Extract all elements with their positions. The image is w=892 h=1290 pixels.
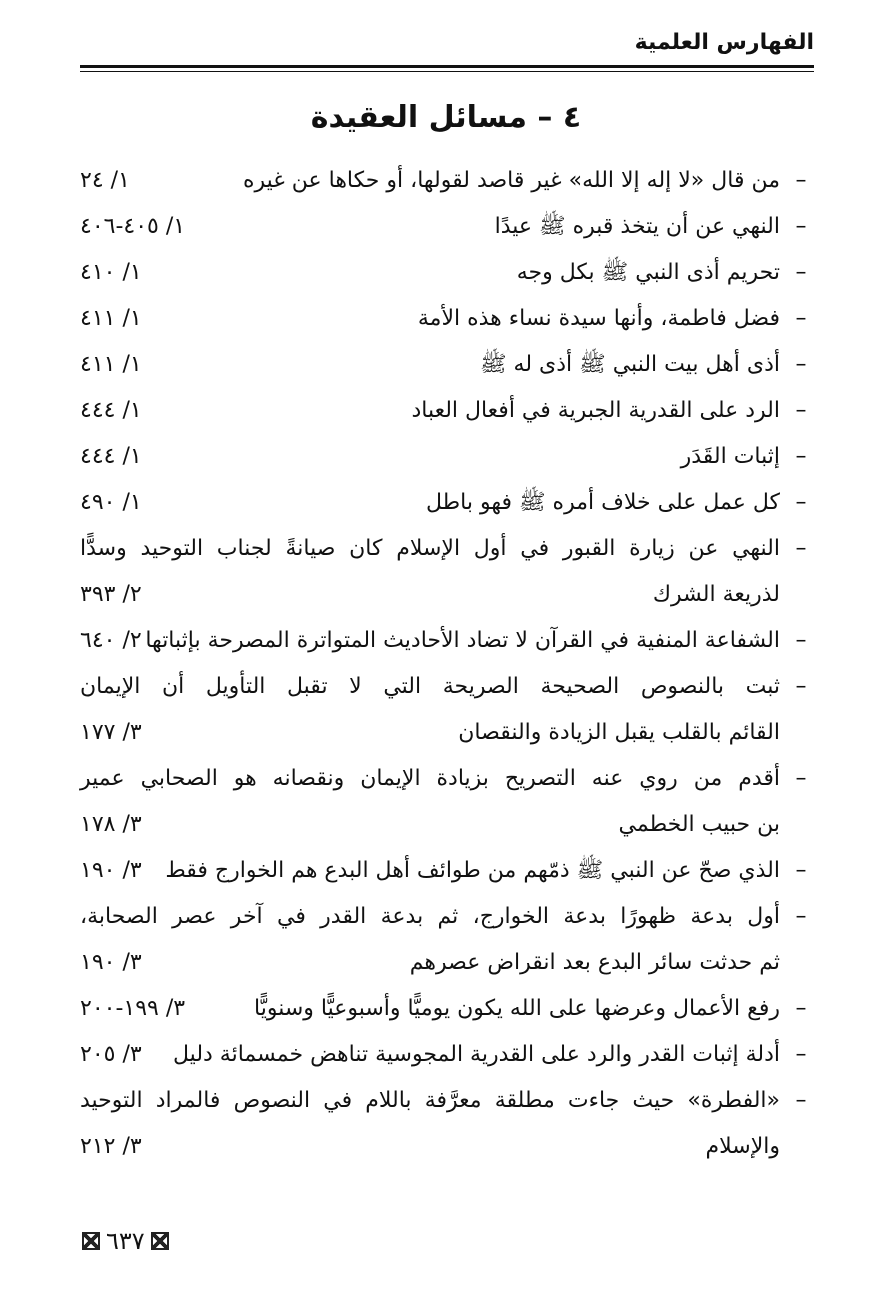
entry-text-line xyxy=(80,204,814,250)
entry-dash: – xyxy=(795,628,807,653)
entry-page-reference: ٣/ ٢٠٥ xyxy=(80,1042,142,1067)
entry-text: فضل فاطمة، وأنها سيدة نساء هذه الأمة xyxy=(417,306,780,331)
entry-dash: – xyxy=(795,904,807,929)
index-entry xyxy=(80,296,814,342)
entry-page-reference: ٢/ ٦٤٠ xyxy=(80,628,142,653)
entry-dash: – xyxy=(795,996,807,1021)
page-number xyxy=(82,1224,169,1258)
entry-dash: – xyxy=(795,536,807,561)
entry-text-line xyxy=(80,388,814,434)
entry-text-line xyxy=(80,526,814,572)
index-entry xyxy=(80,158,814,204)
entry-page-reference: ١/ ٤٤٤ xyxy=(80,444,142,469)
entry-page-reference: ٣/ ١٧٨ xyxy=(80,812,142,837)
entry-page-reference: ١/ ٤٠٥-٤٠٦ xyxy=(80,214,186,239)
entry-dash: – xyxy=(795,214,807,239)
page-number-text: ٦٣٧ xyxy=(106,1227,145,1255)
entry-text-line xyxy=(80,894,814,940)
entry-page-reference: ١/ ٤٩٠ xyxy=(80,490,142,515)
entry-page-reference: ١/ ٤١١ xyxy=(80,352,142,377)
index-entry xyxy=(80,434,814,480)
header-rule-thin xyxy=(80,71,814,72)
entry-dash: – xyxy=(795,352,807,377)
entry-text: النهي عن أن يتخذ قبره ﷺ عيدًا xyxy=(494,214,780,239)
entry-dash: – xyxy=(795,398,807,423)
index-entry xyxy=(80,1032,814,1078)
index-entry xyxy=(80,526,814,618)
entry-text-line xyxy=(80,1032,814,1078)
entry-page-reference: ٣/ ١٩٠ xyxy=(80,858,142,883)
index-entry xyxy=(80,204,814,250)
entry-dash: – xyxy=(795,1042,807,1067)
entry-text-line xyxy=(80,572,814,618)
index-entry xyxy=(80,250,814,296)
index-entry xyxy=(80,848,814,894)
entry-text: «الفطرة» حيث جاءت مطلقة معرَّفة باللام في النصوص فالمراد التوحيد xyxy=(80,1088,780,1113)
entry-text: إثبات القَدَر xyxy=(680,444,780,469)
index-entry xyxy=(80,1078,814,1170)
entry-dash: – xyxy=(795,858,807,883)
index-entry xyxy=(80,480,814,526)
entry-text-line xyxy=(80,158,814,204)
entry-dash: – xyxy=(795,490,807,515)
entry-text: النهي عن زيارة القبور في أول الإسلام كان صيانةً لجناب التوحيد وسدًّا xyxy=(80,536,780,561)
index-entry xyxy=(80,618,814,664)
entry-text: رفع الأعمال وعرضها على الله يكون يوميًّا وأسبوعيًّا وسنويًّا xyxy=(254,996,780,1021)
entry-text-line xyxy=(80,1078,814,1124)
running-title: الفهارس العلمية xyxy=(634,30,814,55)
entry-text-line xyxy=(80,756,814,802)
entry-page-reference: ٣/ ١٩٩-٢٠٠ xyxy=(80,996,186,1021)
entry-dash: – xyxy=(795,306,807,331)
index-entry xyxy=(80,388,814,434)
entry-page-reference: ٣/ ١٧٧ xyxy=(80,720,142,745)
entry-text: الذي صحّ عن النبي ﷺ ذمّهم من طوائف أهل البدع هم الخوارج فقط xyxy=(165,858,780,883)
section-title: ٤ – مسائل العقيدة xyxy=(310,100,582,135)
entry-dash: – xyxy=(795,444,807,469)
entry-text-line xyxy=(80,296,814,342)
entry-text-line xyxy=(80,618,814,664)
header-rule-thick xyxy=(80,65,814,68)
entry-text: لذريعة الشرك xyxy=(652,582,780,607)
entry-page-reference: ١/ ٤٤٤ xyxy=(80,398,142,423)
ornament-right-icon xyxy=(151,1232,169,1250)
entry-page-reference: ٣/ ٢١٢ xyxy=(80,1134,142,1159)
entry-text: الرد على القدرية الجبرية في أفعال العباد xyxy=(411,398,780,423)
entry-text-line xyxy=(80,710,814,756)
entry-text-line xyxy=(80,940,814,986)
index-entry xyxy=(80,664,814,756)
entry-text-line xyxy=(80,986,814,1032)
entry-text-line xyxy=(80,1124,814,1170)
entry-text: أذى أهل بيت النبي ﷺ أذى له ﷺ xyxy=(479,352,780,377)
entry-page-reference: ٢/ ٣٩٣ xyxy=(80,582,142,607)
entry-text: أول بدعة ظهورًا بدعة الخوارج، ثم بدعة القدر في آخر عصر الصحابة، xyxy=(80,904,780,929)
index-entry xyxy=(80,756,814,848)
entry-text: تحريم أذى النبي ﷺ بكل وجه xyxy=(516,260,780,285)
entry-text-line xyxy=(80,434,814,480)
entry-text: بن حبيب الخطمي xyxy=(618,812,780,837)
entry-dash: – xyxy=(795,168,807,193)
entry-dash: – xyxy=(795,766,807,791)
entry-page-reference: ١/ ٤١٠ xyxy=(80,260,142,285)
entry-text-line xyxy=(80,342,814,388)
ornament-left-icon xyxy=(82,1232,100,1250)
index-entry xyxy=(80,342,814,388)
entry-dash: – xyxy=(795,1088,807,1113)
entry-text: ثم حدثت سائر البدع بعد انقراض عصرهم xyxy=(409,950,780,975)
entry-dash: – xyxy=(795,260,807,285)
entry-text: أقدم من روي عنه التصريح بزيادة الإيمان ونقصانه هو الصحابي عمير xyxy=(80,766,780,791)
entry-page-reference: ٣/ ١٩٠ xyxy=(80,950,142,975)
entry-text-line xyxy=(80,802,814,848)
entry-text: الشفاعة المنفية في القرآن لا تضاد الأحاديث المتواترة المصرحة بإثباتها xyxy=(145,628,780,653)
entry-text: أدلة إثبات القدر والرد على القدرية المجوسية تناهض خمسمائة دليل xyxy=(173,1042,780,1067)
entry-page-reference: ١/ ٤١١ xyxy=(80,306,142,331)
entry-text: والإسلام xyxy=(705,1134,780,1159)
entry-text-line xyxy=(80,848,814,894)
entry-dash: – xyxy=(795,674,807,699)
index-entry xyxy=(80,986,814,1032)
index-entries xyxy=(80,158,814,1170)
entry-page-reference: ١/ ٢٤ xyxy=(80,168,130,193)
entry-text: من قال «لا إله إلا الله» غير قاصد لقولها، أو حكاها عن غيره xyxy=(242,168,780,193)
entry-text-line xyxy=(80,250,814,296)
entry-text-line xyxy=(80,664,814,710)
index-entry xyxy=(80,894,814,986)
entry-text-line xyxy=(80,480,814,526)
entry-text: ثبت بالنصوص الصحيحة الصريحة التي لا تقبل التأويل أن الإيمان xyxy=(80,674,780,699)
entry-text: القائم بالقلب يقبل الزيادة والنقصان xyxy=(458,720,780,745)
entry-text: كل عمل على خلاف أمره ﷺ فهو باطل xyxy=(425,490,780,515)
